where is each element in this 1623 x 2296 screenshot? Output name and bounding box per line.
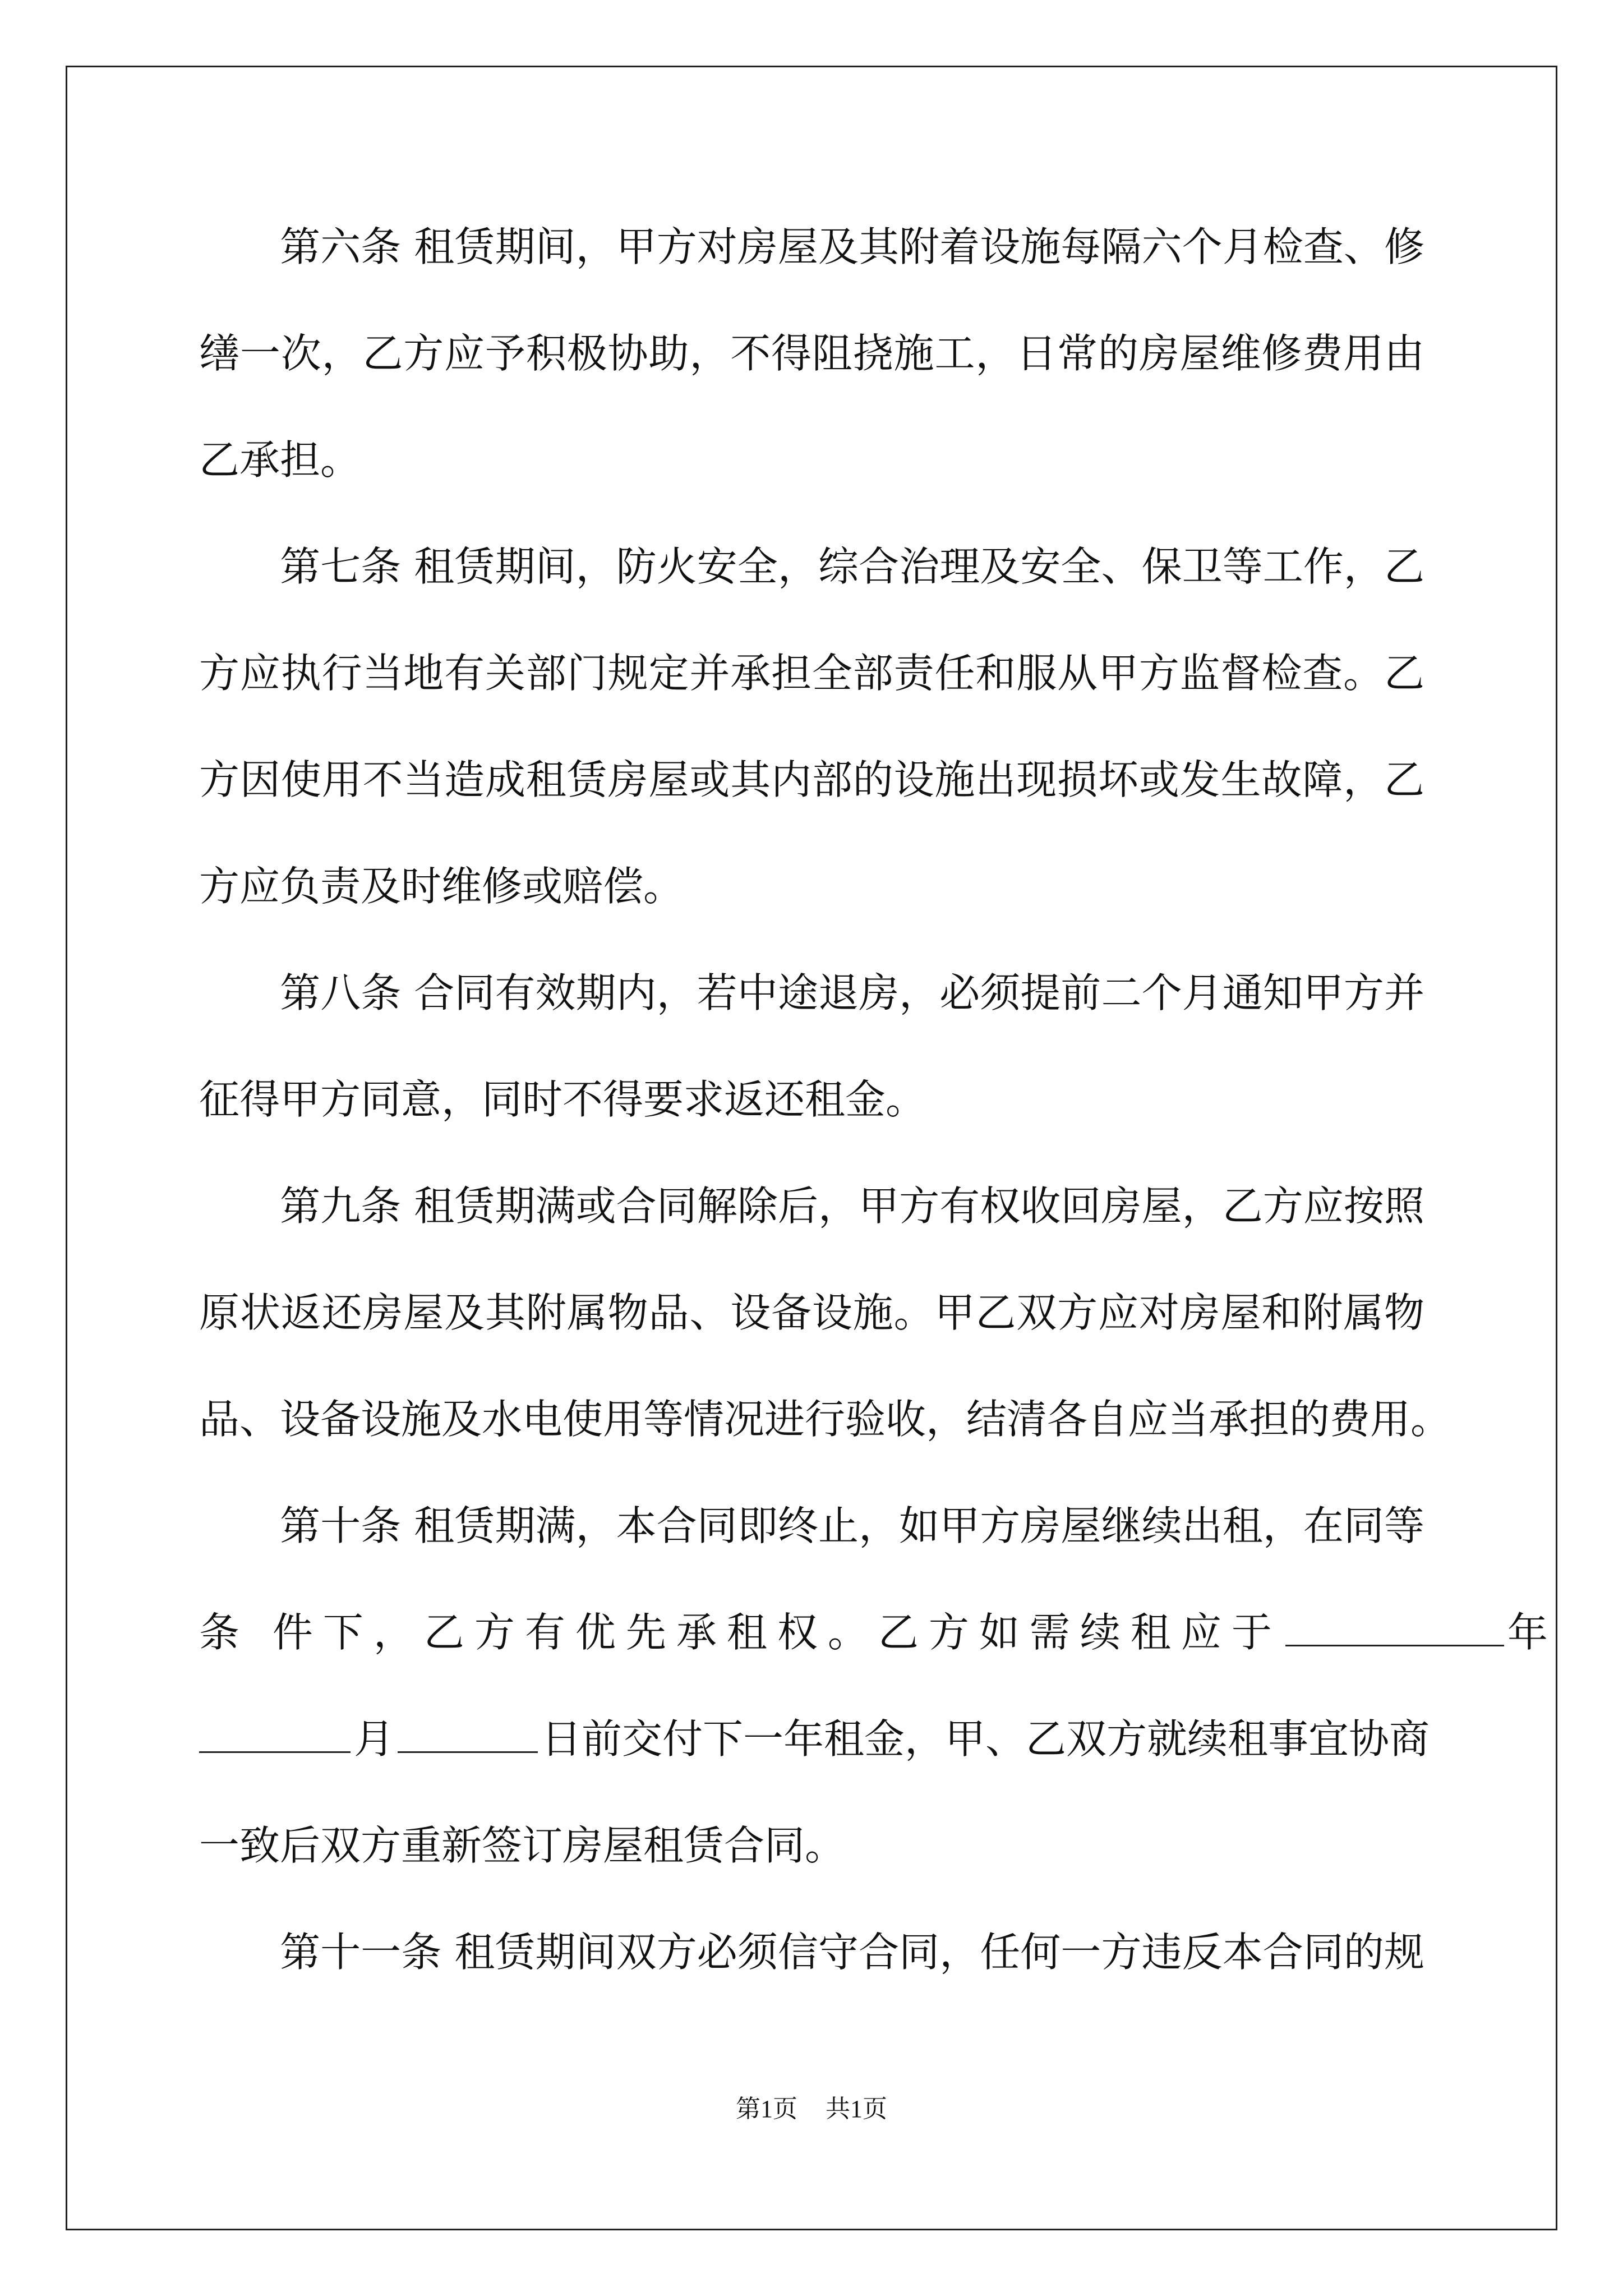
year-blank bbox=[1285, 1605, 1504, 1646]
text-line-15 bbox=[199, 1705, 1430, 1773]
text-line-8: 第八条 合同有效期内，若中途退房，必须提前二个月通知甲方并 bbox=[199, 969, 1424, 1016]
page-total: 共1页 bbox=[826, 2095, 887, 2123]
text-line-12: 品、设备设施及水电使用等情况进行验收，结清各自应当承担的费用。 bbox=[199, 1396, 1451, 1443]
text-line-3: 乙承担。 bbox=[199, 436, 361, 484]
text-line-14 bbox=[199, 1599, 1548, 1666]
text-line-9: 征得甲方同意，同时不得要求返还租金。 bbox=[199, 1076, 926, 1123]
month-blank bbox=[199, 1712, 351, 1753]
year-label: 年 bbox=[1507, 1609, 1548, 1656]
text-line-11: 原状返还房屋及其附属物品、设备设施。甲乙双方应对房屋和附属物 bbox=[199, 1289, 1424, 1336]
page-number: 第1页 bbox=[736, 2095, 797, 2123]
text-line-1: 第六条 租赁期间，甲方对房屋及其附着设施每隔六个月检查、修 bbox=[199, 223, 1424, 270]
text-line-17: 第十一条 租赁期间双方必须信守合同，任何一方违反本合同的规 bbox=[199, 1929, 1424, 1976]
text-line-16: 一致后双方重新签订房屋租赁合同。 bbox=[199, 1822, 846, 1869]
text-line-2: 缮一次，乙方应予积极协助，不得阻挠施工，日常的房屋维修费用由 bbox=[199, 330, 1424, 377]
text-line-13: 第十条 租赁期满，本合同即终止，如甲方房屋继续出租，在同等 bbox=[199, 1502, 1424, 1549]
month-label: 月 bbox=[354, 1715, 395, 1763]
text-line-14-start: 条 件下，乙方有优先承租权。乙方如需续租应于 bbox=[199, 1609, 1282, 1656]
page-border bbox=[66, 66, 1557, 2230]
text-line-10: 第九条 租赁期满或合同解除后，甲方有权收回房屋，乙方应按照 bbox=[199, 1182, 1424, 1230]
text-line-7: 方应负责及时维修或赔偿。 bbox=[199, 863, 684, 910]
text-line-4: 第七条 租赁期间，防火安全，综合治理及安全、保卫等工作，乙 bbox=[199, 543, 1424, 590]
text-line-5: 方应执行当地有关部门规定并承担全部责任和服从甲方监督检查。乙 bbox=[199, 650, 1424, 697]
text-line-15-end: 日前交付下一年租金，甲、乙双方就续租事宜协商 bbox=[541, 1715, 1430, 1763]
day-blank bbox=[398, 1712, 538, 1753]
page-footer bbox=[0, 2092, 1623, 2126]
text-line-6: 方因使用不当造成租赁房屋或其内部的设施出现损坏或发生故障，乙 bbox=[199, 756, 1424, 803]
